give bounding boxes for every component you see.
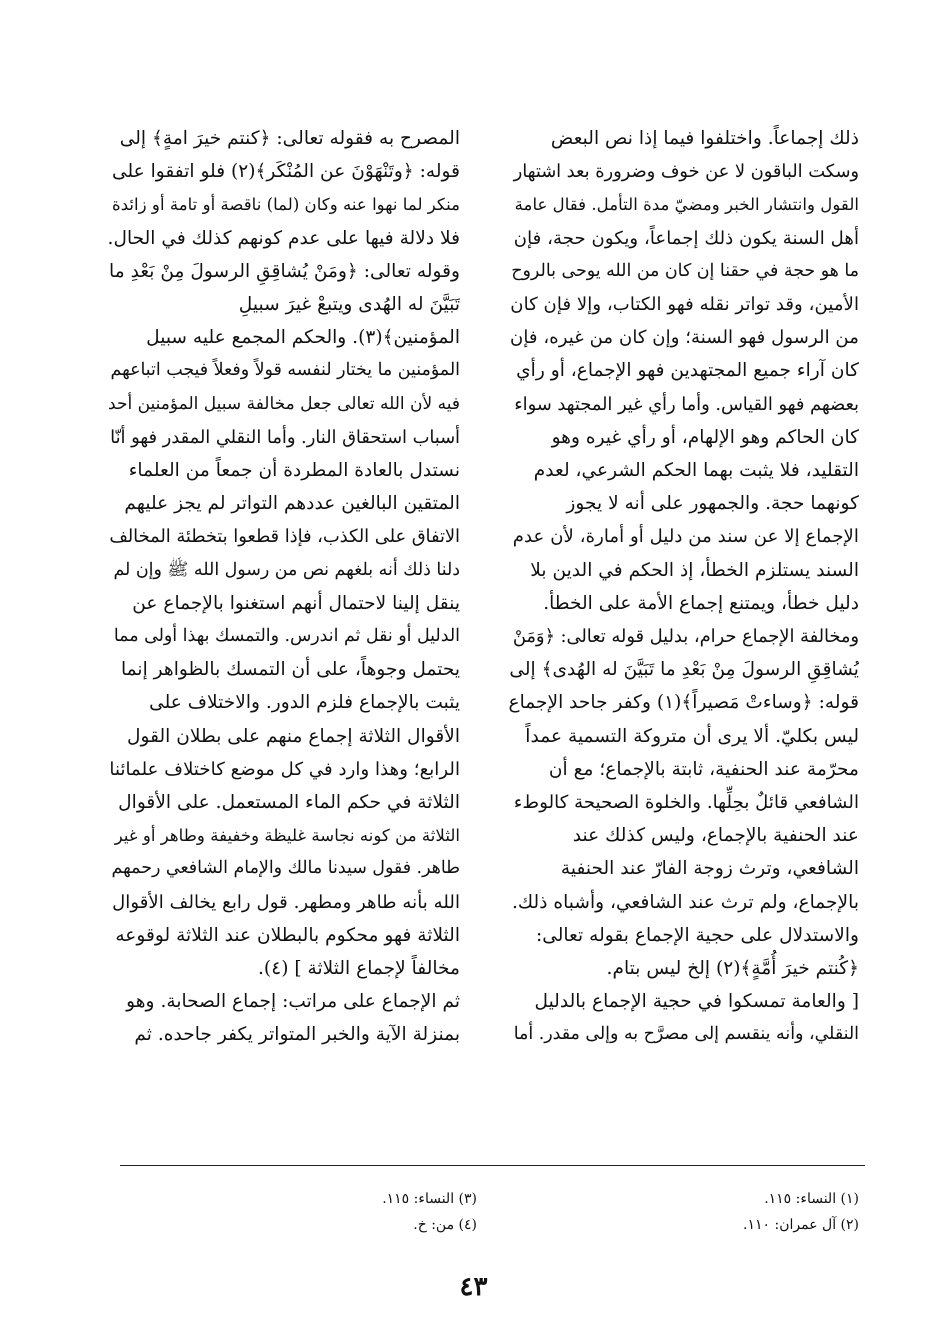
text-line: دليل خطأ، ويمتنع إجماع الأمة على الخطأ. bbox=[543, 592, 859, 614]
text-line: ما هو حجة في حقنا إن كان من الله يوحى بالروح bbox=[511, 260, 859, 281]
footnote-4: (٤) من: خ. bbox=[413, 1217, 477, 1233]
text-line: يثبت بالإجماع فلزم الدور. والاختلاف على bbox=[149, 692, 460, 714]
footnote-2: (٢) آل عمران: ١١٠. bbox=[743, 1217, 859, 1233]
text-line: تَبَيَّنَ له الهُدى ويتبعْ غيرَ سبيلِ bbox=[238, 294, 460, 316]
text-line: والاستدلال على حجية الإجماع بقوله تعالى: bbox=[535, 924, 859, 946]
text-line: السند يستلزم الخطأ، إذ الحكم في الدين بلا bbox=[530, 559, 859, 581]
text-line: بمنزلة الآية والخبر المتواتر يكفر جاحده. ثم bbox=[134, 1024, 460, 1046]
text-line: الأمين، وقد تواتر نقله فهو الكتاب، وإلا فإن كان bbox=[510, 294, 859, 316]
text-line: النقلي، وأنه ينقسم إلى مصرَّح به وإلى مقدر. أما bbox=[513, 1024, 859, 1045]
text-line: عند الحنفية بالإجماع، وليس كذلك عند bbox=[572, 825, 859, 847]
text-line: الشافعي، وترث زوجة الفارّ عند الحنفية bbox=[560, 858, 859, 880]
text-line: الدليل أو نقل ثم اندرس. والتمسك بهذا أولى مما bbox=[113, 626, 460, 647]
text-line: المتقين البالغين عددهم التواتر لم يجز عليهم bbox=[124, 493, 460, 515]
text-line: الثلاثة فهو محكوم بالبطلان عند الثلاثة لوقوعه bbox=[115, 924, 460, 946]
text-line: أسباب استحقاق النار. وأما النقلي المقدر فهو أنّا bbox=[110, 426, 460, 448]
text-line: ثم الإجماع على مراتب: إجماع الصحابة. وهو bbox=[126, 991, 460, 1013]
text-line: كان الحاكم وهو الإلهام، أو رأي غيره وهو bbox=[551, 426, 859, 448]
text-line: القول وانتشار الخبر ومضيّ مدة التأمل. فقال عامة bbox=[514, 195, 859, 215]
text-line: ليس بكليّ. ألا يرى أن متروكة التسمية عمداً bbox=[525, 725, 859, 747]
text-line: قوله: ﴿وساءتْ مَصيراً﴾(١) وكفر جاحد الإجماع bbox=[508, 692, 859, 714]
text-line: نستدل بالعادة المطردة أن جمعاً من العلماء bbox=[128, 460, 460, 482]
text-line: الله بأنه طاهر ومطهر. قول رابع يخالف الأقوال bbox=[112, 891, 460, 913]
footnote-1: (١) النساء: ١١٥. bbox=[764, 1191, 859, 1207]
text-line: المؤمنين﴾(٣). والحكم المجمع عليه سبيل bbox=[146, 327, 460, 349]
page-number: ٤٣ bbox=[459, 1272, 488, 1302]
text-line: يُشاقِقِ الرسولَ مِنْ بَعْدِ ما تَبَيَّنَ له الهُدى﴾ إلى bbox=[509, 659, 859, 681]
text-line: محرّمة عند الحنفية، ثابتة بالإجماع؛ مع أن bbox=[548, 758, 859, 780]
text-line: ذلك إجماعاً. واختلفوا فيما إذا نص البعض bbox=[550, 128, 859, 149]
text-line: الثلاثة من كونه نجاسة غليظة وخفيفة وطاهر أو غير bbox=[114, 826, 460, 846]
text-line: ينقل إلينا لاحتمال أنهم استغنوا بالإجماع عن bbox=[132, 592, 460, 614]
text-line: أهل السنة يكون ذلك إجماعاً، ويكون حجة، فإن bbox=[513, 227, 859, 249]
text-line: المؤمنين ما يختار لنفسه قولاً وفعلاً فيجب اتباعهم bbox=[110, 360, 460, 381]
footnote-3: (٣) النساء: ١١٥. bbox=[382, 1191, 477, 1207]
text-line: التقليد، فلا يثبت بهما الحكم الشرعي، لعدم bbox=[533, 460, 859, 482]
text-line: وقوله تعالى: ﴿ومَنْ يُشاقِقِ الرسولَ مِنْ بَعْدِ ما bbox=[109, 260, 460, 282]
text-line: طاهر. فقول سيدنا مالك والإمام الشافعي رحمهم bbox=[111, 858, 460, 879]
text-line: من الرسول فهو السنة؛ وإن كان من غيره، فإن bbox=[510, 327, 859, 349]
text-line: الثلاثة في حكم الماء المستعمل. على الأقوال bbox=[118, 792, 460, 814]
text-line: ومخالفة الإجماع حرام، بدليل قوله تعالى: ﴿وَمَنْ bbox=[512, 626, 859, 648]
text-line: [ والعامة تمسكوا في حجية الإجماع بالدليل bbox=[534, 991, 859, 1013]
text-line: المصرح به فقوله تعالى: ﴿كنتم خيرَ امةٍ﴾ إلى bbox=[119, 128, 460, 149]
text-line: الإجماع إلا عن سند من دليل أو أمارة، لأن عدم bbox=[512, 526, 859, 548]
text-line: الأقوال الثلاثة إجماع منهم على بطلان القول bbox=[126, 725, 460, 747]
left-text-column bbox=[108, 122, 460, 1162]
text-line: الشافعي قائلٌ بحِلِّها. والخلوة الصحيحة كالوطء bbox=[513, 792, 859, 814]
text-line: بالإجماع، ولم ترث عند الشافعي، وأشباه ذلك. bbox=[511, 891, 859, 913]
text-line: الاتفاق على الكذب، فإذا قطعوا بتخطئة المخالف bbox=[109, 526, 460, 548]
text-line: مخالفاً لإجماع الثلاثة ] (٤). bbox=[258, 958, 460, 980]
text-line: الرابع؛ وهذا وارد في كل موضع كاختلاف علمائنا bbox=[109, 758, 460, 780]
footnote-separator bbox=[120, 1165, 865, 1166]
text-line: فيه لأن الله تعالى جعل مخالفة سبيل المؤمنين أحد bbox=[108, 393, 460, 414]
text-line: كونهما حجة. والجمهور على أنه لا يجوز bbox=[566, 493, 859, 515]
text-line: يحتمل وجوهاً، على أن التمسك بالظواهر إنما bbox=[121, 659, 460, 681]
text-line: قوله: ﴿وتَنْهَوْنَ عن المُنْكَر﴾(٢) فلو اتفقوا على bbox=[111, 161, 460, 183]
text-line: منكر لما نهوا عنه وكان (لما) ناقصة أو تامة أو زائدة bbox=[112, 195, 460, 215]
text-line: بعضهم فهو القياس. وأما رأي غير المجتهد سواء bbox=[514, 393, 859, 415]
right-text-column bbox=[507, 122, 859, 1162]
text-line: ﴿كُنتم خيرَ أُمَّةٍ﴾(٢) إلخ ليس بتام. bbox=[606, 958, 859, 980]
text-line: كان آراء جميع المجتهدين فهو الإجماع، أو رأي bbox=[516, 360, 859, 382]
text-line: دلنا ذلك أنه بلغهم نص من رسول الله ﷺ وإن لم bbox=[113, 559, 460, 580]
text-line: فلا دلالة فيها على عدم كونهم كذلك في الحال. bbox=[108, 227, 460, 249]
text-line: وسكت الباقون لا عن خوف وضرورة بعد اشتهار bbox=[513, 161, 859, 183]
